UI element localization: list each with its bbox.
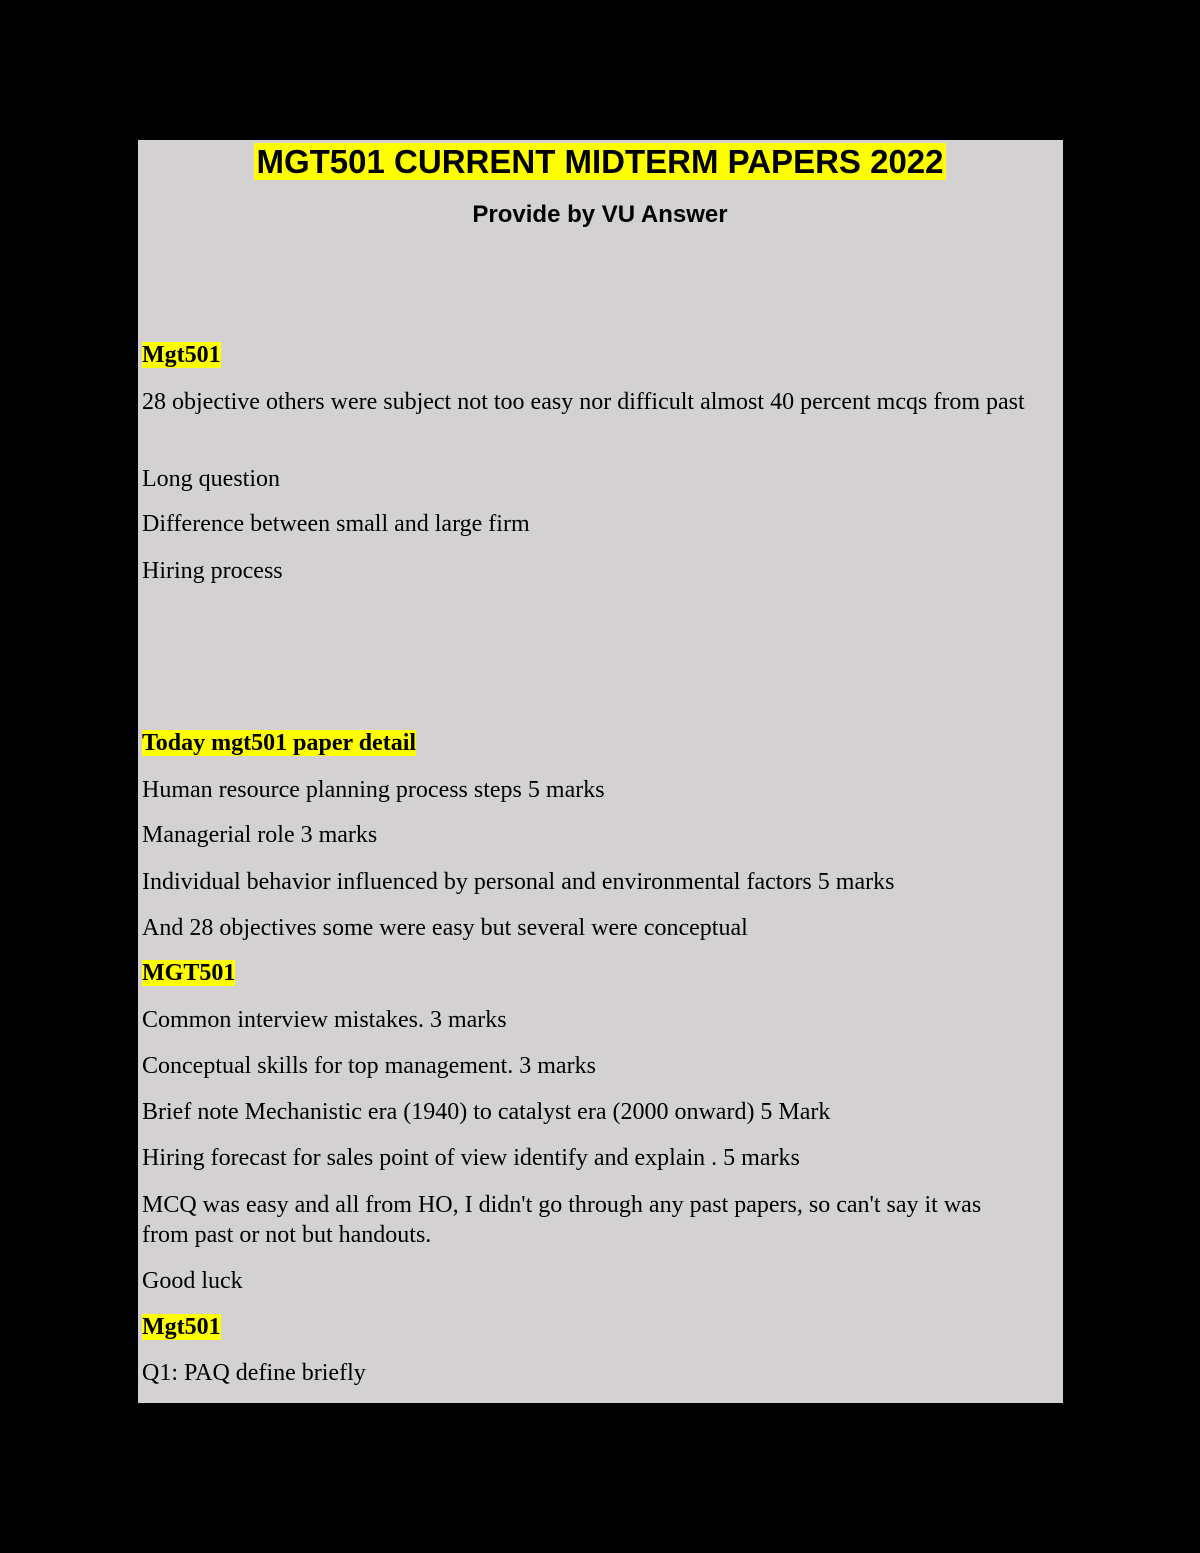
document-title [0,142,1200,182]
heading-highlight: Today mgt501 paper detail [142,730,417,756]
section1-line-objectives: 28 objective others were subject not too easy nor difficult almost 40 percent mcqs from past [142,389,1025,415]
section2-line-hr-planning: Human resource planning process steps 5 marks [142,777,605,803]
section1-line-difference: Difference between small and large firm [142,511,530,537]
section3-line-brief-note: Brief note Mechanistic era (1940) to catalyst era (2000 onward) 5 Mark [142,1099,831,1125]
document-subtitle: Provide by VU Answer [472,201,728,228]
section-heading-today-paper [142,728,1032,758]
section1-line-hiring: Hiring process [142,558,283,584]
section3-line-interview-mistakes: Common interview mistakes. 3 marks [142,1007,507,1033]
section2-line-managerial-role: Managerial role 3 marks [142,822,378,848]
section3-line-conceptual-skills: Conceptual skills for top management. 3 marks [142,1053,596,1079]
section-heading-mgt501-1 [142,340,1032,370]
heading-highlight: Mgt501 [142,1314,221,1340]
section-heading-mgt501-3 [142,1312,1032,1342]
section3-line-mcq: MCQ was easy and all from HO, I didn't go through any past papers, so can't say it was from past or not but handouts. [142,1192,982,1248]
section3-line-good-luck: Good luck [142,1268,243,1294]
heading-highlight: MGT501 [142,960,236,986]
section4-line-paq: Q1: PAQ define briefly [142,1360,366,1386]
title-highlight: MGT501 CURRENT MIDTERM PAPERS 2022 [256,143,944,180]
heading-highlight: Mgt501 [142,342,221,368]
section3-line-hiring-forecast: Hiring forecast for sales point of view identify and explain . 5 marks [142,1145,800,1171]
section1-line-long-question: Long question [142,466,280,492]
section-heading-mgt501-2 [142,958,1032,988]
section2-line-objectives: And 28 objectives some were easy but several were conceptual [142,915,748,941]
section2-line-individual-behavior: Individual behavior influenced by personal and environmental factors 5 marks [142,869,895,895]
